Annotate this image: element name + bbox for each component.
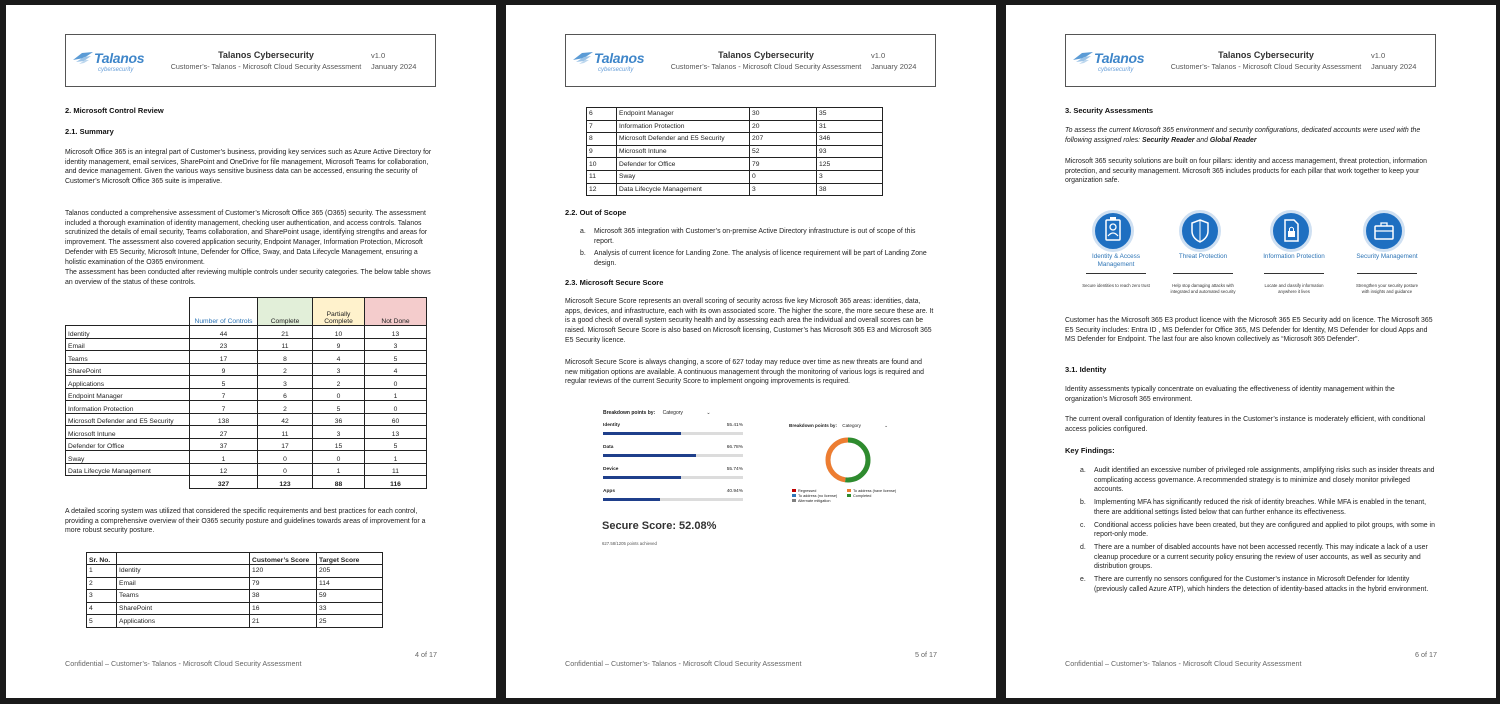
col-header: Complete bbox=[258, 298, 313, 326]
cell-sr: 11 bbox=[587, 170, 617, 183]
cell-notdone: 13 bbox=[365, 426, 427, 439]
table-row bbox=[66, 463, 427, 476]
table-row bbox=[66, 363, 427, 376]
cell-score: 79 bbox=[250, 577, 317, 590]
pillar-label: Information Protection bbox=[1263, 253, 1325, 260]
table-row bbox=[587, 158, 883, 171]
pillar-description: Secure identities to reach zero trust bbox=[1082, 283, 1150, 288]
cell-num: 9 bbox=[190, 363, 258, 376]
list-text: Audit identified an excessive number of privileged role assignments, amplifying risks such as insider threats and complicating access governance. A recommended strategy is to minimize and closely monitor privileged accounts. bbox=[1094, 467, 1435, 494]
table-row bbox=[587, 120, 883, 133]
cell-partial: 3 bbox=[313, 426, 365, 439]
table-row bbox=[587, 108, 883, 121]
cell-num: 138 bbox=[190, 413, 258, 426]
row-label: Defender for Office bbox=[66, 438, 190, 451]
secure-score-value: Secure Score: 52.08% bbox=[602, 520, 717, 532]
row-label: Information Protection bbox=[66, 401, 190, 414]
table-row bbox=[87, 577, 383, 590]
bar-identity bbox=[603, 432, 681, 435]
cell-num: 12 bbox=[190, 463, 258, 476]
page-footer: Confidential – Customer’s- Talanos - Microsoft Cloud Security Assessment bbox=[1065, 659, 1302, 668]
cell-score: 207 bbox=[750, 133, 817, 146]
table-row bbox=[587, 145, 883, 158]
cell-name: Applications bbox=[117, 615, 250, 628]
row-label: Endpoint Manager bbox=[66, 388, 190, 401]
total-notdone: 116 bbox=[365, 476, 427, 489]
page-footer: Confidential – Customer’s- Talanos - Microsoft Cloud Security Assessment bbox=[65, 659, 302, 668]
table-row bbox=[587, 183, 883, 196]
pillar-description: Strengthen your security posture with insights and guidance bbox=[1355, 283, 1419, 294]
and-word: and bbox=[1196, 136, 1208, 144]
header-title: Talanos Cybersecurity bbox=[718, 50, 814, 60]
version: v1.0 bbox=[371, 51, 386, 60]
list-marker: b. bbox=[580, 250, 586, 258]
paragraph: The current overall configuration of Identity features in the Customer’s instance is moderately efficient, with conditional access policies configured. bbox=[1065, 416, 1426, 433]
intro-text: To assess the current Microsoft 365 environment and security configurations, dedicated accounts were used with the following assigned roles: bbox=[1065, 127, 1421, 144]
date: January 2024 bbox=[871, 62, 917, 71]
cell-name: Microsoft Defender and E5 Security bbox=[617, 133, 750, 146]
date: January 2024 bbox=[1371, 62, 1417, 71]
row-label: Identity bbox=[66, 326, 190, 339]
chart-title-text: Breakdown points by: bbox=[603, 410, 656, 416]
bar-track bbox=[603, 432, 743, 435]
paragraph: Microsoft Secure Score represents an overall scoring of security across five key Microsoft 365 areas: identities, data, apps, devices, and infrastructure, each with its own associated score. The higher the score, the more secure these are. It is a good check of overall system security health and by assessing each area the individual and overall scores can be raised. Microsoft Secure Score is also based on Microsoft licensing, Customer’s has Microsoft 365 E3 and Microsoft 365 E5 Security licence. bbox=[565, 298, 934, 344]
bar-data bbox=[603, 454, 696, 457]
cell-notdone: 4 bbox=[365, 363, 427, 376]
table-row bbox=[87, 602, 383, 615]
cell-sr: 7 bbox=[587, 120, 617, 133]
total-num: 327 bbox=[190, 476, 258, 489]
cell-partial: 1 bbox=[313, 463, 365, 476]
version: v1.0 bbox=[871, 51, 886, 60]
cell-complete: 11 bbox=[258, 426, 313, 439]
bar-label: Data bbox=[603, 445, 614, 450]
cell-partial: 10 bbox=[313, 326, 365, 339]
chevron-down-icon[interactable]: ⌄ bbox=[884, 423, 889, 428]
col-header bbox=[117, 553, 250, 565]
cell-score: 21 bbox=[250, 615, 317, 628]
list-item bbox=[580, 249, 936, 268]
cell-num: 1 bbox=[190, 451, 258, 464]
cell-num: 7 bbox=[190, 401, 258, 414]
legend-swatch bbox=[847, 494, 851, 497]
bar-row-identity bbox=[603, 423, 743, 428]
paragraph: Microsoft Secure Score is always changing, a score of 627 today may reduce over time as new threats are found and new mitigation options are available. A continuous management through the monitoring of various logs is required and regular reviews of the current Security Score to implement ongoing improvements is required. bbox=[565, 359, 924, 386]
list-item bbox=[1080, 575, 1436, 594]
col-header: Number of Controls bbox=[190, 298, 258, 326]
cell-notdone: 11 bbox=[365, 463, 427, 476]
paragraph: Talanos conducted a comprehensive assessment of Customer’s Microsoft Office 365 (O365) security. The assessment included a thorough examination of identity management, checking user authentication, and access controls. Talanos scrutinized the details of email security, Teams collaboration, and SharePoint usage, identifying strengths and areas for improvement. The assessment also covered application security, Endpoint Manager, Information Protection, Microsoft Defender with E5 Security, Microsoft Intune, Defender for Office, Sway, and Data Lifecycle Management, ensuring a holistic examination of the O365 environment. bbox=[65, 210, 428, 266]
cell-num: 7 bbox=[190, 388, 258, 401]
cell-name: Teams bbox=[117, 590, 250, 603]
cell-complete: 21 bbox=[258, 326, 313, 339]
cell-name: Endpoint Manager bbox=[617, 108, 750, 121]
date: January 2024 bbox=[371, 62, 417, 71]
cell-name: Data Lifecycle Management bbox=[617, 183, 750, 196]
cell-complete: 8 bbox=[258, 351, 313, 364]
table-row bbox=[87, 615, 383, 628]
list-marker: d. bbox=[1080, 543, 1086, 551]
cell-target: 25 bbox=[317, 615, 383, 628]
cell-notdone: 60 bbox=[365, 413, 427, 426]
subsection-heading: 2.2. Out of Scope bbox=[565, 208, 627, 217]
legend-label: To address (have license) bbox=[853, 489, 897, 493]
cell-sr: 12 bbox=[587, 183, 617, 196]
cell-target: 3 bbox=[817, 170, 883, 183]
paragraph: Microsoft 365 security solutions are built on four pillars: identity and access management, threat protection, information protection, and security management. Microsoft 365 includes products for each pillar that work together to keep your organization safe. bbox=[1065, 158, 1427, 185]
donut-chart bbox=[823, 435, 873, 485]
total-complete: 123 bbox=[258, 476, 313, 489]
category-dropdown[interactable]: Category bbox=[662, 410, 683, 416]
paragraph: Customer has the Microsoft 365 E3 product licence with the Microsoft 365 E5 Security add on licence. The Microsoft 365 E5 Security includes: Entra ID , MS Defender for Office 365, MS Defender for Identity, MS Defender for cloud Apps and MS Defender for Endpoint. The last four are also known collectively as “Microsoft 365 Defender”. bbox=[1065, 317, 1433, 344]
cell-score: 16 bbox=[250, 602, 317, 615]
legend-label: Regressed bbox=[798, 489, 817, 493]
talanos-logo bbox=[1072, 49, 1152, 75]
cell-target: 38 bbox=[817, 183, 883, 196]
pillar-label: Identity & Access Management bbox=[1092, 253, 1140, 268]
legend-swatch bbox=[792, 494, 796, 497]
cell-notdone: 0 bbox=[365, 401, 427, 414]
bar-row-data bbox=[603, 445, 743, 450]
logo-text: Talanos bbox=[594, 50, 645, 66]
cell-score: 120 bbox=[250, 565, 317, 578]
cell-notdone: 5 bbox=[365, 351, 427, 364]
list-item bbox=[580, 227, 936, 246]
section-heading: 2. Microsoft Control Review bbox=[65, 106, 164, 115]
talanos-logo bbox=[572, 49, 652, 75]
cell-sr: 6 bbox=[587, 108, 617, 121]
cell-target: 33 bbox=[317, 602, 383, 615]
cell-name: SharePoint bbox=[117, 602, 250, 615]
cell-partial: 3 bbox=[313, 363, 365, 376]
bar-value: 66.78% bbox=[726, 445, 743, 450]
list-marker: a. bbox=[1080, 467, 1086, 474]
bar-value: 55.41% bbox=[726, 423, 743, 428]
cell-name: Identity bbox=[117, 565, 250, 578]
legend-swatch bbox=[792, 499, 796, 502]
cell-num: 5 bbox=[190, 376, 258, 389]
pillar-description: Locate and classify information anywhere it lives bbox=[1264, 283, 1324, 294]
cell-target: 114 bbox=[317, 577, 383, 590]
cell-complete: 0 bbox=[258, 463, 313, 476]
bar-track bbox=[603, 476, 743, 479]
cell-num: 27 bbox=[190, 426, 258, 439]
pillar-label: Security Management bbox=[1356, 253, 1418, 260]
cell-score: 0 bbox=[750, 170, 817, 183]
cell-sr: 5 bbox=[87, 615, 117, 628]
legend-label: Completed bbox=[853, 494, 872, 498]
logo-text: Talanos bbox=[1094, 50, 1145, 66]
header-version bbox=[1371, 50, 1416, 72]
header-subtitle: Customer’s- Talanos - Microsoft Cloud Security Assessment bbox=[670, 62, 862, 71]
cell-complete: 42 bbox=[258, 413, 313, 426]
donut-title bbox=[789, 423, 888, 429]
table-row bbox=[66, 401, 427, 414]
page-header bbox=[1065, 34, 1436, 87]
cell-partial: 2 bbox=[313, 376, 365, 389]
donut-legend bbox=[792, 489, 902, 504]
logo-subtext: cybersecurity bbox=[98, 67, 134, 73]
col-header: Target Score bbox=[317, 553, 383, 565]
cell-notdone: 3 bbox=[365, 338, 427, 351]
bar-track bbox=[603, 454, 743, 457]
cell-complete: 2 bbox=[258, 401, 313, 414]
points-achieved: 627.58/1205 points achieved bbox=[602, 541, 657, 546]
list-item bbox=[1080, 466, 1436, 495]
cell-partial: 4 bbox=[313, 351, 365, 364]
header-title: Talanos Cybersecurity bbox=[218, 50, 314, 60]
table-row bbox=[587, 133, 883, 146]
cell-score: 52 bbox=[750, 145, 817, 158]
cell-target: 125 bbox=[817, 158, 883, 171]
cell-target: 205 bbox=[317, 565, 383, 578]
cell-score: 20 bbox=[750, 120, 817, 133]
cell-complete: 17 bbox=[258, 438, 313, 451]
cell-score: 3 bbox=[750, 183, 817, 196]
table-row bbox=[587, 170, 883, 183]
cell-partial: 0 bbox=[313, 451, 365, 464]
page-header bbox=[565, 34, 936, 87]
table-row bbox=[87, 590, 383, 603]
legend-swatch bbox=[792, 489, 796, 492]
totals-label bbox=[66, 476, 190, 489]
bar-label: Device bbox=[603, 467, 619, 472]
legend-label: Alternate mitigation bbox=[798, 499, 831, 503]
paragraph: The assessment has been conducted after reviewing multiple controls under security categories. The below table shows an overview of the status of these controls. bbox=[65, 269, 431, 286]
chart-title bbox=[603, 410, 711, 416]
row-label: Microsoft Intune bbox=[66, 426, 190, 439]
cell-sr: 2 bbox=[87, 577, 117, 590]
logo-subtext: cybersecurity bbox=[598, 67, 634, 73]
header-version bbox=[371, 50, 416, 72]
findings-list bbox=[1080, 466, 1436, 597]
page-5 bbox=[506, 5, 996, 698]
donut-title-text: Breakdown points by: bbox=[789, 423, 837, 428]
list-text: There are currently no sensors configured for the Customer’s instance in Microsoft Defender for Identity (previously called Azure ATP), which hinders the detection of identity-based attacks in the hybrid environment. bbox=[1094, 576, 1429, 593]
page-number: 4 of 17 bbox=[415, 650, 437, 659]
bar-label: Apps bbox=[603, 489, 615, 494]
header-title: Talanos Cybersecurity bbox=[1218, 50, 1314, 60]
list-marker: e. bbox=[1080, 576, 1086, 584]
col-header: Sr. No. bbox=[87, 553, 117, 565]
page-header bbox=[65, 34, 436, 87]
cell-partial: 9 bbox=[313, 338, 365, 351]
pillar-divider bbox=[1264, 273, 1324, 274]
controls-table bbox=[65, 297, 427, 489]
roles-paragraph bbox=[1065, 126, 1436, 145]
legend-label: To address (no license) bbox=[798, 494, 838, 498]
row-label: Teams bbox=[66, 351, 190, 364]
cell-complete: 2 bbox=[258, 363, 313, 376]
cell-notdone: 0 bbox=[365, 376, 427, 389]
section-heading: 3. Security Assessments bbox=[1065, 106, 1154, 115]
cell-notdone: 1 bbox=[365, 451, 427, 464]
cell-target: 93 bbox=[817, 145, 883, 158]
table-row bbox=[66, 451, 427, 464]
cell-name: Email bbox=[117, 577, 250, 590]
shield-icon bbox=[1182, 213, 1218, 249]
bar-apps bbox=[603, 498, 660, 501]
table-row bbox=[66, 413, 427, 426]
paragraph: A detailed scoring system was utilized that considered the specific requirements and best practices for each control, providing a comprehensive overview of their O365 security posture and guidelines towards areas of improvement for a more robust security posture. bbox=[65, 508, 426, 535]
cell-num: 37 bbox=[190, 438, 258, 451]
list-text: Conditional access policies have been created, but they are configured and applied to pilot groups, with some in report-only mode. bbox=[1094, 521, 1435, 539]
bar-value: 40.94% bbox=[726, 489, 743, 494]
cell-target: 346 bbox=[817, 133, 883, 146]
bar-row-apps bbox=[603, 489, 743, 494]
list-item bbox=[1080, 521, 1436, 540]
chevron-down-icon[interactable]: ⌄ bbox=[706, 410, 711, 416]
pillar-information-circle bbox=[1270, 210, 1312, 252]
row-label: Applications bbox=[66, 376, 190, 389]
list-text: There are a number of disabled accounts have not been accessed recently. This may indicate a lack of a user cleanup procedure or a current security policy ensuring the review of user accounts, as well as security and distribution groups. bbox=[1094, 543, 1428, 571]
row-label: SharePoint bbox=[66, 363, 190, 376]
role-global-reader: Global Reader bbox=[1209, 136, 1257, 144]
cell-score: 30 bbox=[750, 108, 817, 121]
cell-partial: 15 bbox=[313, 438, 365, 451]
list-marker: a. bbox=[580, 228, 586, 235]
cell-target: 59 bbox=[317, 590, 383, 603]
cell-partial: 5 bbox=[313, 401, 365, 414]
score-table-continued bbox=[586, 107, 883, 196]
subsection-heading: 3.1. Identity bbox=[1065, 365, 1107, 374]
pillar-identity-circle bbox=[1092, 210, 1134, 252]
subsection-heading: 2.3. Microsoft Secure Score bbox=[565, 278, 664, 287]
document-lock-icon bbox=[1273, 213, 1309, 249]
page-4 bbox=[6, 5, 496, 698]
bar-device bbox=[603, 476, 681, 479]
findings-heading: Key Findings: bbox=[1065, 446, 1115, 455]
header-subtitle: Customer’s- Talanos - Microsoft Cloud Security Assessment bbox=[170, 62, 362, 71]
list-marker: c. bbox=[1080, 521, 1086, 529]
legend-swatch bbox=[847, 489, 851, 492]
cell-partial: 36 bbox=[313, 413, 365, 426]
pillar-security-circle bbox=[1363, 210, 1405, 252]
list-item bbox=[1080, 543, 1436, 572]
table-corner bbox=[66, 298, 190, 326]
bar-row-device bbox=[603, 467, 743, 472]
table-row bbox=[66, 388, 427, 401]
subsection-heading: 2.1. Summary bbox=[65, 127, 114, 136]
cell-num: 17 bbox=[190, 351, 258, 364]
table-row bbox=[66, 338, 427, 351]
cell-score: 38 bbox=[250, 590, 317, 603]
cell-notdone: 1 bbox=[365, 388, 427, 401]
cell-sr: 3 bbox=[87, 590, 117, 603]
cell-partial: 0 bbox=[313, 388, 365, 401]
bar-label: Identity bbox=[603, 423, 621, 428]
cell-score: 79 bbox=[750, 158, 817, 171]
page-number: 5 of 17 bbox=[915, 650, 937, 659]
legend-item bbox=[847, 494, 902, 499]
cell-name: Defender for Office bbox=[617, 158, 750, 171]
cell-complete: 3 bbox=[258, 376, 313, 389]
cell-target: 35 bbox=[817, 108, 883, 121]
cell-notdone: 13 bbox=[365, 326, 427, 339]
cell-sr: 9 bbox=[587, 145, 617, 158]
list-text: Implementing MFA has significantly reduced the risk of identity breaches. While MFA is enabled in the tenant, there are additional settings listed below that can further enhance its effectiveness. bbox=[1094, 499, 1427, 516]
legend-item bbox=[792, 499, 847, 504]
page-footer: Confidential – Customer’s- Talanos - Microsoft Cloud Security Assessment bbox=[565, 659, 802, 668]
list-marker: b. bbox=[1080, 499, 1086, 507]
row-label: Sway bbox=[66, 451, 190, 464]
pillar-threat-circle bbox=[1179, 210, 1221, 252]
total-partial: 88 bbox=[313, 476, 365, 489]
cell-notdone: 5 bbox=[365, 438, 427, 451]
cell-num: 23 bbox=[190, 338, 258, 351]
version: v1.0 bbox=[1371, 51, 1386, 60]
row-label: Microsoft Defender and E5 Security bbox=[66, 413, 190, 426]
briefcase-icon bbox=[1366, 213, 1402, 249]
cell-sr: 10 bbox=[587, 158, 617, 171]
cell-complete: 0 bbox=[258, 451, 313, 464]
page-6 bbox=[1006, 5, 1496, 698]
list-text: Analysis of current licence for Landing Zone. The analysis of licence requirement will be part of Landing Zone design. bbox=[594, 250, 927, 268]
cell-name: Information Protection bbox=[617, 120, 750, 133]
totals-row bbox=[66, 476, 427, 489]
bar-track bbox=[603, 498, 743, 501]
cell-name: Sway bbox=[617, 170, 750, 183]
table-row bbox=[66, 438, 427, 451]
talanos-logo bbox=[72, 49, 152, 75]
pillar-description: Help stop damaging attacks with integrated and automated security bbox=[1170, 283, 1236, 294]
cell-sr: 8 bbox=[587, 133, 617, 146]
header-subtitle: Customer’s- Talanos - Microsoft Cloud Security Assessment bbox=[1170, 62, 1362, 71]
paragraph: Microsoft Office 365 is an integral part of Customer’s business, providing key services such as Azure Active Directory for identity management, email services, SharePoint and OneDrive for file management, Microsoft Teams for collaboration, and device management. Given the various ways sensitive business data can be accessed, ensuring the security of Customer’s Microsoft Office 365 suite is imperative. bbox=[65, 149, 432, 186]
row-label: Data Lifecycle Management bbox=[66, 463, 190, 476]
cell-complete: 6 bbox=[258, 388, 313, 401]
list-text: Microsoft 365 integration with Customer’s on-premise Active Directory infrastructure is out of scope of this report. bbox=[594, 228, 916, 245]
cell-sr: 1 bbox=[87, 565, 117, 578]
cell-target: 31 bbox=[817, 120, 883, 133]
role-security-reader: Security Reader bbox=[1142, 136, 1195, 144]
page-number: 6 of 17 bbox=[1415, 650, 1437, 659]
pillar-divider bbox=[1357, 273, 1417, 274]
col-header: Not Done bbox=[365, 298, 427, 326]
cell-sr: 4 bbox=[87, 602, 117, 615]
list-item bbox=[1080, 498, 1436, 517]
table-row bbox=[66, 426, 427, 439]
table-row bbox=[87, 565, 383, 578]
cell-num: 44 bbox=[190, 326, 258, 339]
badge-icon bbox=[1095, 213, 1131, 249]
logo-subtext: cybersecurity bbox=[1098, 67, 1134, 73]
col-header: Customer’s Score bbox=[250, 553, 317, 565]
bar-value: 55.74% bbox=[726, 467, 743, 472]
score-table bbox=[86, 552, 383, 628]
pillar-label: Threat Protection bbox=[1178, 253, 1228, 260]
pillar-divider bbox=[1086, 273, 1146, 274]
pillar-divider bbox=[1173, 273, 1233, 274]
header-version bbox=[871, 50, 916, 72]
cell-name: Microsoft Intune bbox=[617, 145, 750, 158]
paragraph: Identity assessments typically concentrate on evaluating the effectiveness of identity management within the organization’s Microsoft 365 environment. bbox=[1065, 386, 1395, 403]
table-row bbox=[66, 376, 427, 389]
cell-complete: 11 bbox=[258, 338, 313, 351]
donut-dropdown[interactable]: Category bbox=[842, 423, 861, 428]
col-header: Partially Complete bbox=[313, 298, 365, 326]
logo-text: Talanos bbox=[94, 50, 145, 66]
scope-list bbox=[580, 227, 936, 272]
row-label: Email bbox=[66, 338, 190, 351]
table-row bbox=[66, 351, 427, 364]
table-row bbox=[66, 326, 427, 339]
